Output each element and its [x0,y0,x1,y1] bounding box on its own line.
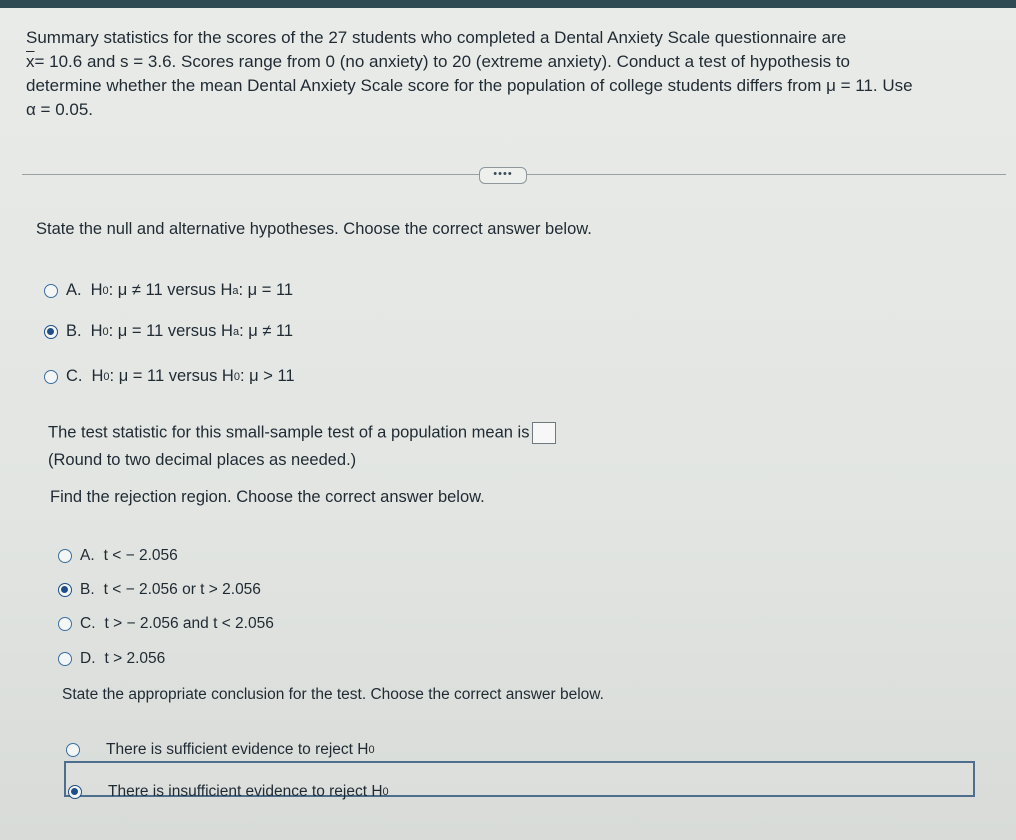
hypothesis-option-b[interactable]: B. H 0 : μ = 11 versus H a : μ ≠ 11 [44,322,293,341]
rejection-prompt: Find the rejection region. Choose the correct answer below. [50,488,485,506]
radio-hypothesis-c[interactable] [44,370,58,384]
problem-line-3: determine whether the mean Dental Anxiety Scale score for the population of college students differs from μ = 11. Use [26,76,913,95]
radio-rejection-b-selected[interactable] [58,583,72,597]
conclusion-prompt: State the appropriate conclusion for the test. Choose the correct answer below. [62,686,604,703]
radio-hypothesis-b-selected[interactable] [44,325,58,339]
test-statistic-input[interactable] [532,422,556,444]
rounding-hint: (Round to two decimal places as needed.) [48,451,357,469]
conclusion-option-sufficient[interactable]: There is sufficient evidence to reject H 0 [66,741,375,759]
radio-rejection-d[interactable] [58,652,72,666]
radio-rejection-c[interactable] [58,617,72,631]
option-letter: A. [66,281,82,299]
option-letter: B. [66,322,82,340]
problem-statement [26,26,1001,122]
problem-line-1: Summary statistics for the scores of the 27 students who completed a Dental Anxiety Scale questionnaire are [26,28,847,47]
radio-rejection-a[interactable] [58,549,72,563]
radio-conclusion-sufficient[interactable] [66,743,80,757]
rejection-option-b[interactable]: B. t < − 2.056 or t > 2.056 [58,581,261,599]
hypotheses-prompt: State the null and alternative hypotheses. Choose the correct answer below. [36,220,592,238]
hypothesis-option-a[interactable]: A. H 0 : μ ≠ 11 versus H a : μ = 11 [44,281,293,300]
conclusion-option-insufficient[interactable]: There is insufficient evidence to reject H 0 [68,783,389,801]
option-letter: C. [66,367,83,385]
test-statistic-prompt: The test statistic for this small-sample test of a population mean is [48,422,556,444]
problem-line-4: α = 0.05. [26,100,94,119]
expand-more-button[interactable]: •••• [479,167,527,184]
problem-line-2-text: = 10.6 and s = 3.6. Scores range from 0 (no anxiety) to 20 (extreme anxiety). Conduct a test of hypothesis to [34,52,850,71]
hypothesis-option-c[interactable]: C. H 0 : μ = 11 versus H 0 : μ > 11 [44,367,295,386]
radio-conclusion-insufficient-selected[interactable] [68,785,82,799]
rejection-option-d[interactable]: D. t > 2.056 [58,650,165,668]
x-bar-symbol: $\overline{x}$ [26,52,35,71]
rejection-option-c[interactable]: C. t > − 2.056 and t < 2.056 [58,615,274,633]
radio-hypothesis-a[interactable] [44,284,58,298]
problem-line-2 [26,50,1001,74]
rejection-option-a[interactable]: A. t < − 2.056 [58,547,178,565]
